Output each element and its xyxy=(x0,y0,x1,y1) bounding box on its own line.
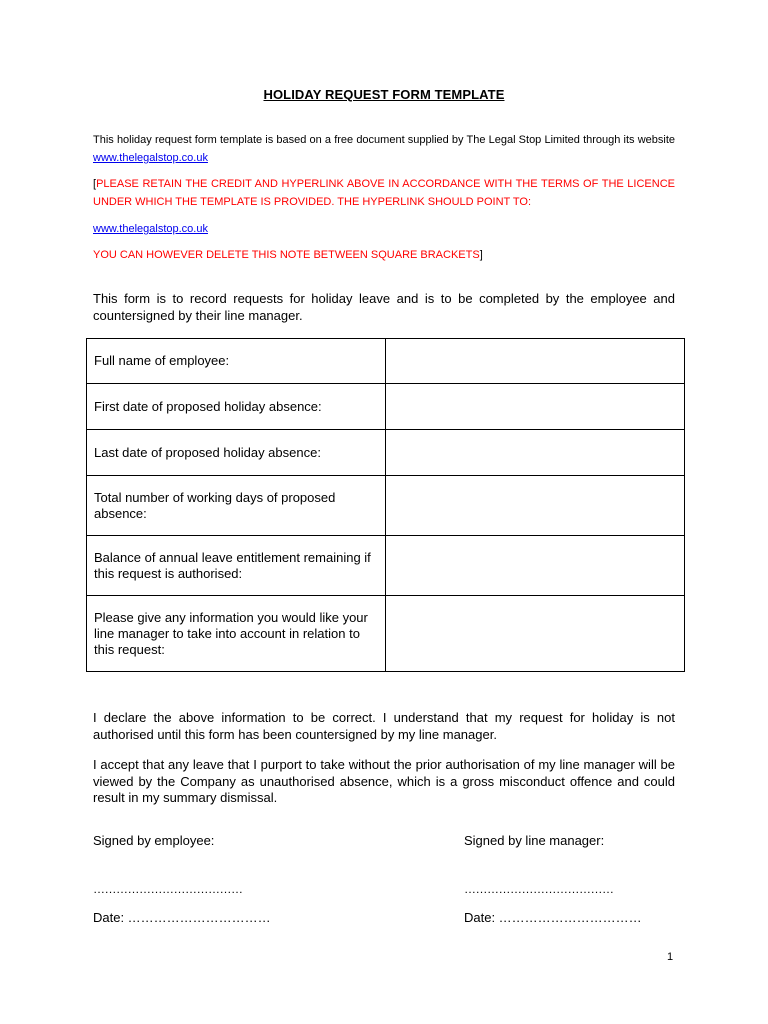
note-close-bracket: ] xyxy=(479,249,483,261)
acceptance-paragraph: I accept that any leave that I purport to take without the prior authorisation of my line manager will be viewed by the Company as unauthorised absence, which is a gross misconduct offence and could result in my summary dismissal. xyxy=(93,757,675,805)
field-label-last-date: Last date of proposed holiday absence: xyxy=(87,430,386,476)
field-label-full-name: Full name of employee: xyxy=(87,339,386,384)
declaration-paragraph: I declare the above information to be correct. I understand that my request for holiday is not authorised until this form has been countersigned by my line manager. xyxy=(93,710,675,742)
credit-note-line2 xyxy=(93,220,675,238)
page-number: 1 xyxy=(667,951,674,963)
field-label-first-date: First date of proposed holiday absence: xyxy=(87,384,386,430)
field-value-leave-balance[interactable] xyxy=(386,536,685,596)
request-form-table xyxy=(86,338,685,672)
field-label-additional-info: Please give any information you would like your line manager to take into account in relation to this request: xyxy=(87,596,386,672)
field-label-working-days: Total number of working days of proposed absence: xyxy=(87,476,386,536)
manager-date-line[interactable]: Date: …………………………… xyxy=(464,910,642,925)
manager-signature-label: Signed by line manager: xyxy=(464,833,605,848)
note-open-bracket: [ xyxy=(93,178,97,190)
employee-signature-label: Signed by employee: xyxy=(93,833,215,848)
employee-date-line[interactable]: Date: …………………………… xyxy=(93,910,271,925)
field-value-full-name[interactable] xyxy=(386,339,685,384)
table-row xyxy=(87,339,685,384)
table-row xyxy=(87,430,685,476)
credit-note-link[interactable]: www.thelegalstop.co.uk xyxy=(93,223,208,235)
delete-note-text: YOU CAN HOWEVER DELETE THIS NOTE BETWEEN SQUARE BRACKETS xyxy=(93,249,480,261)
field-value-working-days[interactable] xyxy=(386,476,685,536)
field-label-leave-balance: Balance of annual leave entitlement remaining if this request is authorised: xyxy=(87,536,386,596)
table-row xyxy=(87,476,685,536)
credit-note-text: PLEASE RETAIN THE CREDIT AND HYPERLINK ABOVE IN ACCORDANCE WITH THE TERMS OF THE LICENCE UNDER WHICH THE TEMPLATE IS PROVIDED. THE HYPERLINK SHOULD POINT TO: xyxy=(93,178,675,208)
credit-note-line3 xyxy=(93,246,675,264)
intro-text: This holiday request form template is based on a free document supplied by The Legal Stop Limited through its website xyxy=(93,134,675,146)
table-row xyxy=(87,596,685,672)
document-title: HOLIDAY REQUEST FORM TEMPLATE xyxy=(263,87,505,102)
field-value-last-date[interactable] xyxy=(386,430,685,476)
table-row xyxy=(87,384,685,430)
employee-signature-line[interactable]: ………………………………… xyxy=(93,882,243,896)
credit-note-line1 xyxy=(93,175,675,211)
manager-signature-line[interactable]: ………………………………… xyxy=(464,882,614,896)
intro-link[interactable]: www.thelegalstop.co.uk xyxy=(93,152,208,164)
form-purpose-paragraph: This form is to record requests for holiday leave and is to be completed by the employee and countersigned by their line manager. xyxy=(93,291,675,323)
table-row xyxy=(87,536,685,596)
field-value-additional-info[interactable] xyxy=(386,596,685,672)
field-value-first-date[interactable] xyxy=(386,384,685,430)
intro-paragraph xyxy=(93,131,675,167)
